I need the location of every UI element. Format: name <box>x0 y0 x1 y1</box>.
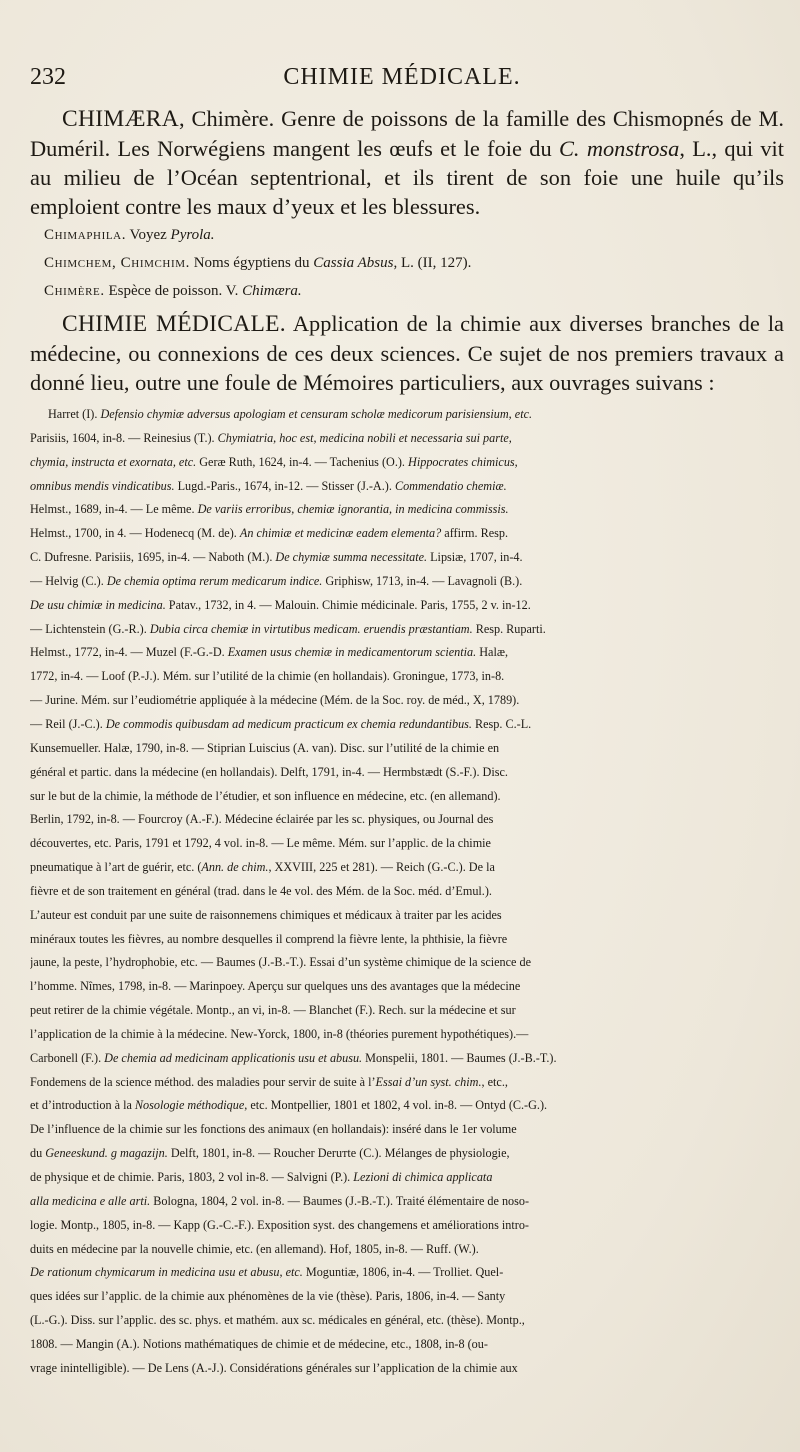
bibliography-line: — Lichtenstein (G.-R.). Dubia circa chemiæ in virtutibus medicam. eruendis præstantiam. Resp. Ruparti. <box>30 621 546 636</box>
bibliography-line: L’auteur est conduit par une suite de raisonnemens chimiques et médicaux à traiter par les acides <box>30 907 502 922</box>
bibliography-line: Kunsemueller. Halæ, 1790, in-8. — Stiprian Luiscius (A. van). Disc. sur l’utilité de la chimie en <box>30 740 500 755</box>
bibliography-line: Berlin, 1792, in-8. — Fourcroy (A.-F.). Médecine éclairée par les sc. physiques, ou Journal des <box>30 812 494 827</box>
page-number: 232 <box>30 64 66 90</box>
entry-text: Noms égyptiens du <box>189 255 314 271</box>
entry-text: Voyez <box>126 227 171 243</box>
bibliography-line: vrage inintelligible). — De Lens (A.-J.). Considérations générales sur l’application de la chimie aux <box>30 1360 518 1375</box>
bibliography-line: Helmst., 1700, in 4. — Hodenecq (M. de). An chimiæ et medicinæ eadem elementa? affirm. Resp. <box>30 526 509 541</box>
bibliography <box>30 403 784 1381</box>
entry-text: Espèce de poisson. V. <box>104 283 243 299</box>
bibliography-line: logie. Montp., 1805, in-8. — Kapp (G.-C.-F.). Exposition syst. des changemens et améliorations intro- <box>30 1217 529 1232</box>
entry-chimaera <box>30 104 784 221</box>
bibliography-line: — Helvig (C.). De chemia optima rerum medicarum indice. Griphisw, 1713, in-4. — Lavagnoli (B.). <box>30 573 523 588</box>
bibliography-line: Fondemens de la science méthod. des maladies pour servir de suite à l’Essai d’un syst. chim., etc., <box>30 1074 508 1089</box>
entry-text: Application de la chimie aux diverses branches de la médecine, ou connexions de ces deux sciences. Ce sujet de nos premiers travaux a donné lieu, outre une foule de Mémoires particuliers, aux ouvrages suivans : <box>30 311 784 395</box>
bibliography-line: — Jurine. Mém. sur l’eudiométrie appliquée à la médecine (Mém. de la Soc. roy. de méd., X, 1789). <box>30 693 520 708</box>
cross-reference: Pyrola. <box>170 227 215 243</box>
bibliography-line: Helmst., 1772, in-4. — Muzel (F.-G.-D. Examen usus chemiæ in medicamentorum scientia. Halæ, <box>30 645 509 660</box>
bibliography-line: omnibus mendis vindicatibus. Lugd.-Paris., 1674, in-12. — Stisser (J.-A.). Commendatio chemiæ. <box>30 478 507 493</box>
bibliography-line: découvertes, etc. Paris, 1791 et 1792, 4 vol. in-8. — Le même. Mém. sur l’applic. de la chimie <box>30 836 491 851</box>
bibliography-line: minéraux toutes les fièvres, au nombre desquelles il comprend la fièvre lente, la phthisie, la fièvre <box>30 931 508 946</box>
bibliography-line: 1808. — Mangin (A.). Notions mathématiques de chimie et de médecine, etc., 1808, in-8 (ou- <box>30 1336 488 1351</box>
entry-chimie-medicale <box>30 309 784 397</box>
bibliography-line: Parisiis, 1604, in-8. — Reinesius (T.). Chymiatria, hoc est, medicina nobili et necessaria sui parte, <box>30 430 512 445</box>
bibliography-line: jaune, la peste, l’hydrophobie, etc. — Baumes (J.-B.-T.). Essai d’un système chimique de la science de <box>30 955 532 970</box>
bibliography-line: (L.-G.). Diss. sur l’applic. des sc. phys. et mathém. aux sc. médicales en général, etc. (thèse). Montp., <box>30 1313 525 1328</box>
entry-headword: Chimaphila. <box>44 227 127 243</box>
cross-reference: Chimæra. <box>242 283 302 299</box>
entry-headword: CHIMIE MÉDICALE. <box>62 311 286 337</box>
bibliography-line: alla medicina e alle arti. Bologna, 1804, 2 vol. in-8. — Baumes (J.-B.-T.). Traité élémentaire de noso- <box>30 1193 530 1208</box>
bibliography-line: de physique et de chimie. Paris, 1803, 2 vol in-8. — Salvigni (P.). Lezioni di chimica applicata <box>30 1170 493 1184</box>
bibliography-line: — Reil (J.-C.). De commodis quibusdam ad medicum practicum ex chemia redundantibus. Resp. C.-L. <box>30 716 532 731</box>
bibliography-line: De l’influence de la chimie sur les fonctions des animaux (en hollandais): inséré dans le 1er volume <box>30 1122 517 1137</box>
bibliography-line: et d’introduction à la Nosologie méthodique, etc. Montpellier, 1801 et 1802, 4 vol. in-8. — Ontyd (C.-G.). <box>30 1098 548 1113</box>
bibliography-line: du Geneeskund. g magazijn. Delft, 1801, in-8. — Roucher Deruтte (C.). Mélanges de physiologie, <box>30 1146 510 1161</box>
entry-chimchem <box>44 249 784 277</box>
entry-text: , Chimère. Genre de poissons de la famille des Chismopnés de M. Duméril. Les Norwégiens mangent les œufs et le foie du <box>30 106 784 161</box>
bibliography-line: sur le but de la chimie, la méthode de l’étudier, et son influence en médecine, etc. (en allemand). <box>30 788 501 803</box>
bibliography-line: De usu chimiæ in medicina. Patav., 1732, in 4. — Malouin. Chimie médicinale. Paris, 1755, 2 v. in-12. <box>30 597 531 612</box>
bibliography-line: pneumatique à l’art de guérir, etc. (Ann. de chim., XXVIII, 225 et 281). — Reich (G.-C.). De la <box>30 860 495 875</box>
bibliography-line: Harret (I). Defensio chymiæ adversus apologiam et censuram scholæ medicorum parisiensium, etc. <box>48 407 533 421</box>
bibliography-line: peut retirer de la chimie végétale. Montp., an vi, in-8. — Blanchet (F.). Rech. sur la médecine et sur <box>30 1003 516 1018</box>
bibliography-line: De rationum chymicarum in medicina usu et abusu, etc. Moguntiæ, 1806, in-4. — Trolliet. Quel- <box>30 1265 504 1280</box>
entry-headword: Chimère. <box>44 283 105 299</box>
entry-text: , L., qui vit au milieu de l’Océan septentrional, et ils tirent de son foie une huile qu’ils emploient contre les maux d’yeux et les blessures. <box>30 136 784 219</box>
bibliography-line: Carbonell (F.). De chemia ad medicinam applicationis usu et abusu. Monspelii, 1801. — Baumes (J.-B.-T.). <box>30 1050 557 1065</box>
entry-headword: Chimchem, Chimchim. <box>44 255 190 271</box>
entry-chimaphila <box>44 221 784 249</box>
species-name: C. monstrosa <box>558 136 680 161</box>
bibliography-line: l’homme. Nîmes, 1798, in-8. — Marinpoey. Aperçu sur quelques uns des avantages que la médecine <box>30 979 521 994</box>
bibliography-line: général et partic. dans la médecine (en hollandais). Delft, 1791, in-4. — Hermbstædt (S.-F.). Disc. <box>30 764 508 779</box>
bibliography-line: duits en médecine par la nouvelle chimie, etc. (en allemand). Hof, 1805, in-8. — Ruff. (W.). <box>30 1241 479 1256</box>
bibliography-line: fièvre et de son traitement en général (trad. dans le 4e vol. des Mém. de la Soc. méd. d’Emul.). <box>30 883 492 898</box>
bibliography-line: chymia, instructa et exornata, etc. Geræ Ruth, 1624, in-4. — Tachenius (O.). Hippocrates chimicus, <box>30 454 518 469</box>
entry-chimere <box>44 277 784 305</box>
entry-text: , L. (II, 127). <box>393 255 472 271</box>
entry-headword: CHIMÆRA <box>62 106 180 132</box>
bibliography-line: C. Dufresne. Parisiis, 1695, in-4. — Naboth (M.). De chymiæ summa necessitate. Lipsiæ, 1707, in-4. <box>30 550 523 565</box>
running-head <box>30 64 784 104</box>
running-title: CHIMIE MÉDICALE. <box>283 64 521 90</box>
bibliography-line: ques idées sur l’applic. de la chimie aux phénomènes de la vie (thèse). Paris, 1806, in-4. — Santy <box>30 1289 506 1304</box>
bibliography-line: l’application de la chimie à la médecine. New-Yorck, 1800, in-8 (théories purement hypothétiques).— <box>30 1026 529 1041</box>
bibliography-line: 1772, in-4. — Loof (P.-J.). Mém. sur l’utilité de la chimie (en hollandais). Groningue, 1773, in-8. <box>30 669 505 684</box>
cross-reference: Cassia Absus <box>313 255 394 271</box>
bibliography-line: Helmst., 1689, in-4. — Le même. De variis erroribus, chemiæ ignorantia, in medicina commissis. <box>30 502 509 517</box>
